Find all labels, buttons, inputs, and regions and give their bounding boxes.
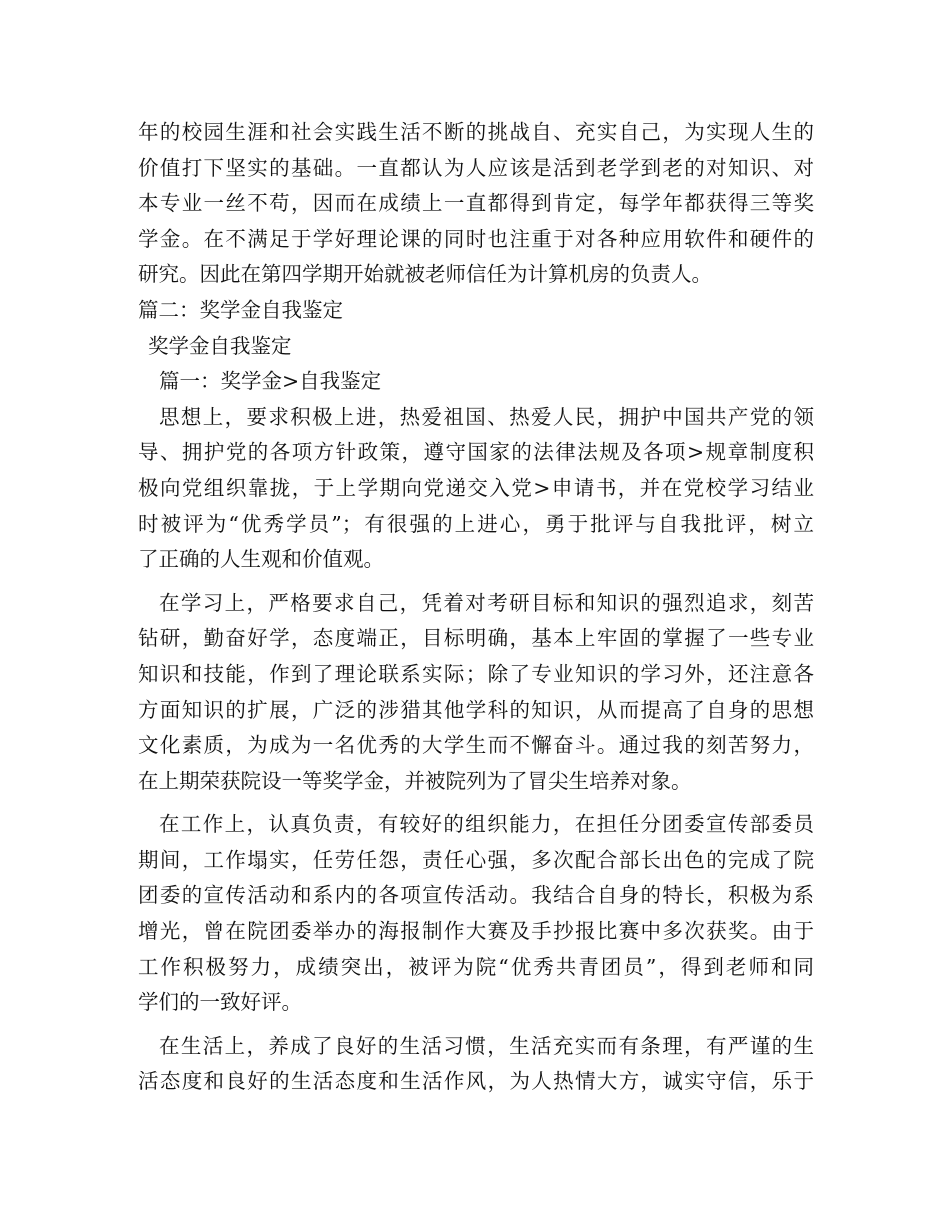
text-line: 活态度和良好的生活态度和生活作风，为人热情大方，诚实守信，乐于 (138, 1069, 814, 1094)
intro-paragraph (138, 115, 814, 293)
text-line: 研究。因此在第四学期开始就被老师信任为计算机房的负责人。 (138, 262, 712, 287)
document-page (138, 115, 814, 1100)
text-line: 在工作上，认真负责，有较好的组织能力，在担任分团委宣传部委员 (159, 812, 814, 837)
text-line: 年的校园生涯和社会实践生活不断的挑战自、充实自己，为实现人生的 (138, 120, 814, 144)
text-line: 时被评为“优秀学员”；有很强的上进心，勇于批评与自我批评，树立 (138, 511, 814, 536)
paragraph-life (138, 1029, 814, 1100)
text-line: 知识和技能，作到了理论联系实际；除了专业知识的学习外，还注意各 (138, 661, 814, 686)
text-line: 方面知识的扩展，广泛的涉猎其他学科的知识，从而提高了自身的思想 (138, 697, 814, 722)
text-line: 钻研，勤奋好学，态度端正，目标明确，基本上牢固的掌握了一些专业 (138, 626, 814, 651)
text-line: 了正确的人生观和价值观。 (138, 547, 384, 572)
paragraph-gap (138, 1021, 814, 1029)
section-heading: 篇二：奖学金自我鉴定 (138, 297, 343, 322)
paragraph-gap (138, 578, 814, 586)
text-line: 在学习上，严格要求自己，凭着对考研目标和知识的强烈追求，刻苦 (159, 590, 814, 615)
document-title: 奖学金自我鉴定 (148, 333, 292, 358)
paragraph-thought (138, 400, 814, 578)
text-line: 团委的宣传活动和系内的各项宣传活动。我结合自身的特长，积极为系 (138, 883, 814, 908)
text-line: 极向党组织靠拢，于上学期向党递交入党>申请书，并在党校学习结业 (138, 475, 814, 500)
paragraph-gap (138, 799, 814, 807)
text-line: 增光，曾在院团委举办的海报制作大赛及手抄报比赛中多次获奖。由于 (138, 919, 814, 944)
text-line: 学们的一致好评。 (138, 990, 302, 1015)
text-line: 在生活上，养成了良好的生活习惯，生活充实而有条理，有严谨的生 (159, 1033, 814, 1058)
text-line: 价值打下坚实的基础。一直都认为人应该是活到老学到老的对知识、对 (138, 155, 814, 180)
text-line: 学金。在不满足于学好理论课的同时也注重于对各种应用软件和硬件的 (138, 226, 814, 251)
text-line: 导、拥护党的各项方针政策，遵守国家的法律法规及各项>规章制度积 (138, 440, 814, 465)
text-line: 在上期荣获院设一等奖学金，并被院列为了冒尖生培养对象。 (138, 768, 692, 793)
text-line: 思想上，要求积极上进，热爱祖国、热爱人民，拥护中国共产党的领 (159, 404, 814, 429)
text-line: 期间，工作塌实，任劳任怨，责任心强，多次配合部长出色的完成了院 (138, 847, 814, 872)
paragraph-work (138, 807, 814, 1021)
text-line: 文化素质，为成为一名优秀的大学生而不懈奋斗。通过我的刻苦努力， (138, 733, 814, 758)
paragraph-study (138, 586, 814, 800)
sub-heading: 篇一：奖学金>自我鉴定 (159, 369, 382, 394)
text-line: 本专业一丝不苟，因而在成绩上一直都得到肯定，每学年都获得三等奖 (138, 191, 814, 216)
text-line: 工作积极努力，成绩突出，被评为院“优秀共青团员”，得到老师和同 (138, 954, 814, 979)
